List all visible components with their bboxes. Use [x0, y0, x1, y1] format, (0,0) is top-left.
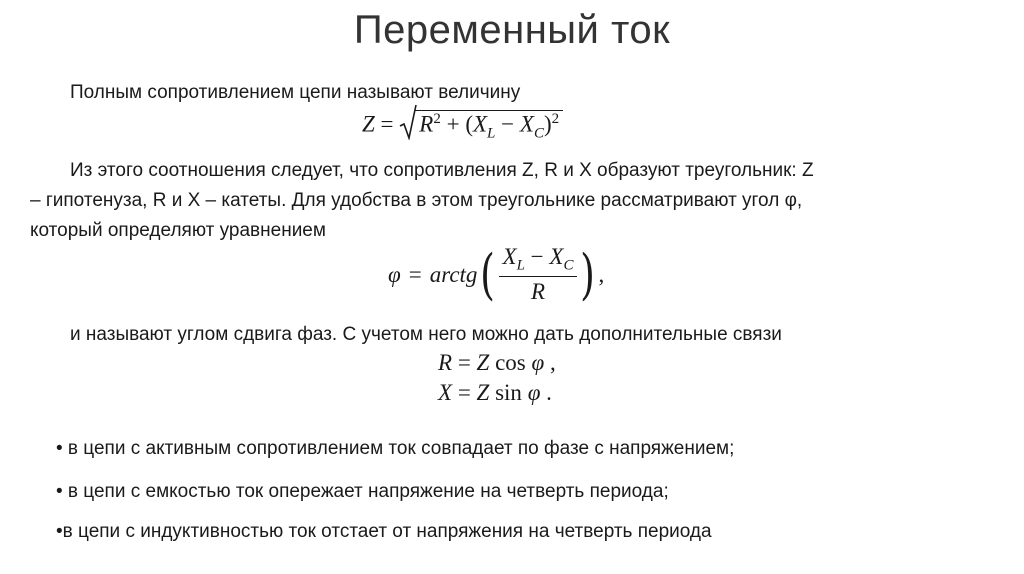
x-lhs: X: [438, 380, 453, 405]
r-end: ,: [550, 350, 556, 375]
c-subscript: C: [533, 125, 544, 142]
phi-eq: =: [408, 261, 422, 287]
impedance-formula: [362, 110, 563, 142]
reactance-formula: [438, 380, 552, 406]
bullet-capacitance: • в цепи с емкостью ток опережает напряжение на четверть периода;: [56, 481, 669, 502]
sqrt-symbol: [399, 110, 563, 142]
resistance-formula: [438, 350, 556, 376]
x-end: .: [546, 380, 552, 405]
plus-open-paren: + (: [446, 111, 473, 137]
cos-arg: φ: [531, 350, 545, 375]
r-exponent: 2: [433, 111, 441, 127]
arctg-fn: arctg: [429, 261, 478, 287]
cos-fn: cos: [495, 350, 526, 375]
radical-icon: [399, 104, 417, 140]
num-l-sub: L: [516, 257, 525, 274]
formula-z-r: R: [419, 111, 434, 137]
x-z: Z: [476, 380, 490, 405]
fraction-numerator: [499, 244, 578, 278]
phi-trailing-comma: ,: [598, 261, 605, 287]
para1-line3: который определяют уравнением: [30, 220, 326, 241]
formula-z-lhs: Z: [362, 111, 375, 137]
sin-fn: sin: [495, 380, 522, 405]
fraction-denominator: R: [530, 279, 546, 305]
x-eq: =: [457, 380, 471, 405]
r-lhs: R: [438, 350, 453, 375]
phase-angle-formula: [388, 243, 604, 306]
right-big-paren: ): [580, 243, 596, 306]
phase-fraction: [499, 244, 578, 306]
para1-line2: – гипотенуза, R и X – катеты. Для удобства в этом треугольнике рассматривают угол φ,: [30, 190, 803, 211]
num-xl: X: [502, 243, 517, 269]
minus-sign: −: [501, 111, 515, 137]
slide-title: Переменный ток: [353, 8, 671, 52]
formula-z-eq: =: [380, 111, 394, 137]
phi-lhs: φ: [388, 261, 401, 287]
r-eq: =: [457, 350, 471, 375]
l-subscript: L: [487, 125, 496, 142]
sqrt-body: [415, 110, 563, 142]
num-minus: −: [530, 243, 544, 269]
bullet-active-resistance: • в цепи с активным сопротивлением ток совпадает по фазе с напряжением;: [56, 438, 735, 459]
sin-arg: φ: [527, 380, 541, 405]
num-c-sub: C: [563, 257, 574, 274]
para2-text: и называют углом сдвига фаз. С учетом него можно дать дополнительные связи: [70, 324, 782, 345]
para1-line1: Из этого соотношения следует, что сопротивления Z, R и X образуют треугольник: Z: [70, 160, 814, 181]
left-big-paren: (: [480, 243, 496, 306]
intro-text: Полным сопротивлением цепи называют величину: [70, 82, 521, 103]
num-xc: X: [549, 243, 564, 269]
xc-symbol: X: [519, 111, 534, 137]
r-z: Z: [476, 350, 490, 375]
bullet-inductance: •в цепи с индуктивностью ток отстает от напряжения на четверть периода: [56, 521, 712, 542]
paren-exponent: 2: [551, 111, 560, 127]
close-paren: ): [543, 111, 552, 137]
xl-symbol: X: [472, 111, 488, 137]
